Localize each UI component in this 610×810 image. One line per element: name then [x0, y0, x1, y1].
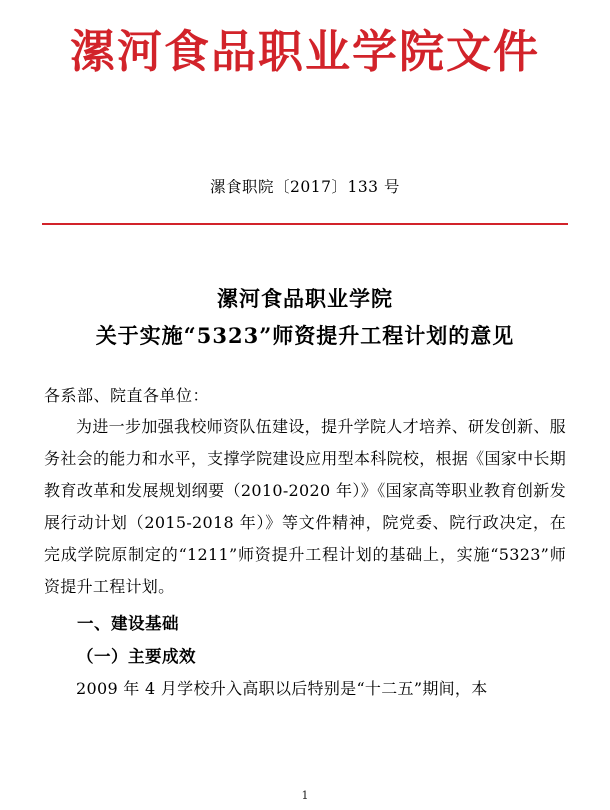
body-paragraph-2: 2009 年 4 月学校升入高职以后特别是“十二五”期间，本 [76, 679, 488, 699]
title-block [0, 281, 610, 355]
section-heading-2: （一）主要成效 [77, 647, 196, 667]
body-paragraph-1: 为进一步加强我校师资队伍建设，提升学院人才培养、研发创新、服务社会的能力和水平，支撑学院建设应用型本科院校，根据《国家中长期教育改革和发展规划纲要（2010-2020 年）》《国家高等职业教育创新发展行动计划（2015-2018 年）》等文件精神，院党委、院行政决定，在完成学院原制定的“1211”师资提升工程计划的基础上，实施“5323”师资提升工程计划。 [44, 417, 566, 597]
masthead-title: 漯河食品职业学院文件 [69, 25, 540, 78]
page-number: 1 [301, 789, 309, 802]
document-number: 漯食职院〔2017〕133 号 [210, 178, 400, 197]
document-title-line-2: 关于实施“5323”师资提升工程计划的意见 [95, 323, 515, 348]
masthead [0, 0, 610, 80]
salutation: 各系部、院直各单位： [44, 385, 210, 405]
document-body [44, 381, 566, 705]
document-number-row [0, 175, 610, 197]
section-heading-1: 一、建设基础 [77, 614, 179, 634]
red-divider-rule [42, 223, 568, 225]
document-title-line-1: 漯河食品职业学院 [217, 286, 393, 312]
